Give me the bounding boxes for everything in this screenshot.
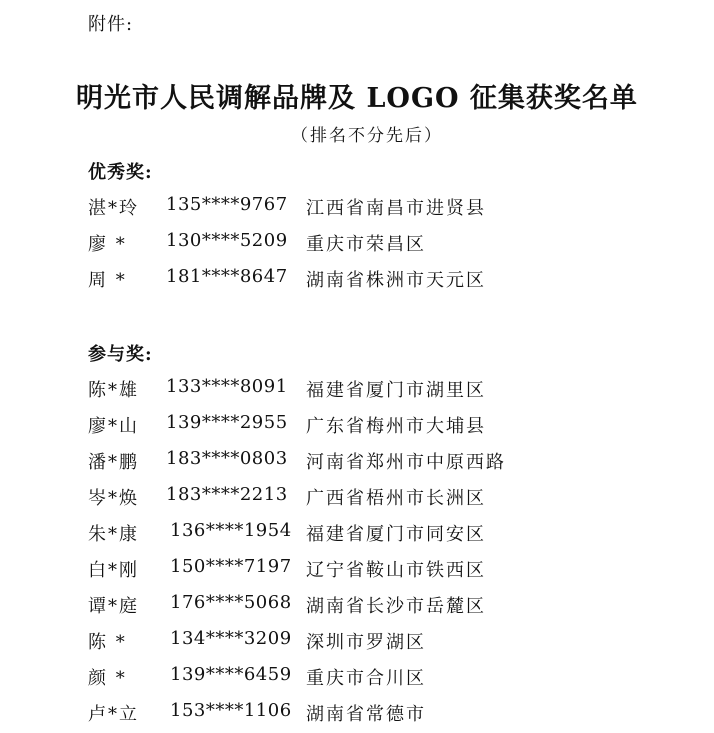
winner-name: 朱*康: [88, 524, 139, 545]
winner-address: 广西省梧州市长洲区: [306, 488, 486, 509]
winner-phone: 176****5068: [170, 592, 292, 613]
winner-phone: 139****6459: [170, 664, 292, 685]
winner-address: 湖南省常德市: [306, 704, 426, 725]
winner-name: 潘*鹏: [88, 452, 139, 473]
winner-phone: 153****1106: [170, 700, 292, 721]
winner-phone: 130****5209: [166, 230, 288, 251]
winner-name: 卢*立: [88, 704, 139, 725]
winner-phone: 183****0803: [166, 448, 288, 469]
winner-name: 颜 *: [88, 668, 127, 689]
winner-name: 廖*山: [88, 416, 139, 437]
winner-phone: 139****2955: [166, 412, 288, 433]
winner-address: 辽宁省鞍山市铁西区: [306, 560, 486, 581]
winner-phone: 134****3209: [170, 628, 292, 649]
winner-address: 重庆市合川区: [306, 668, 426, 689]
winner-name: 岑*焕: [88, 488, 139, 509]
winner-address: 江西省南昌市进贤县: [306, 198, 486, 219]
winner-name: 湛*玲: [88, 198, 139, 219]
winner-address: 河南省郑州市中原西路: [306, 452, 506, 473]
document-title: 明光市人民调解品牌及 LOGO 征集获奖名单: [76, 83, 638, 114]
excellence-award-heading: 优秀奖:: [88, 162, 153, 183]
winner-phone: 136****1954: [170, 520, 292, 541]
winner-name: 廖 *: [88, 234, 127, 255]
attachment-label: 附件:: [88, 14, 134, 35]
winner-address: 重庆市荣昌区: [306, 234, 426, 255]
winner-phone: 183****2213: [166, 484, 288, 505]
winner-address: 深圳市罗湖区: [306, 632, 426, 653]
winner-name: 周 *: [88, 270, 127, 291]
document-subtitle: （排名不分先后）: [291, 126, 443, 146]
winner-name: 陈*雄: [88, 380, 139, 401]
winner-address: 湖南省株洲市天元区: [306, 270, 486, 291]
winner-address: 福建省厦门市湖里区: [306, 380, 486, 401]
winner-phone: 181****8647: [166, 266, 288, 287]
winner-phone: 135****9767: [166, 194, 288, 215]
winner-phone: 150****7197: [170, 556, 292, 577]
winner-name: 谭*庭: [88, 596, 139, 617]
winner-address: 湖南省长沙市岳麓区: [306, 596, 486, 617]
winner-address: 广东省梅州市大埔县: [306, 416, 486, 437]
winner-name: 陈 *: [88, 632, 127, 653]
participation-award-heading: 参与奖:: [88, 344, 153, 365]
winner-phone: 133****8091: [166, 376, 288, 397]
winner-name: 白*刚: [88, 560, 139, 581]
winner-address: 福建省厦门市同安区: [306, 524, 486, 545]
